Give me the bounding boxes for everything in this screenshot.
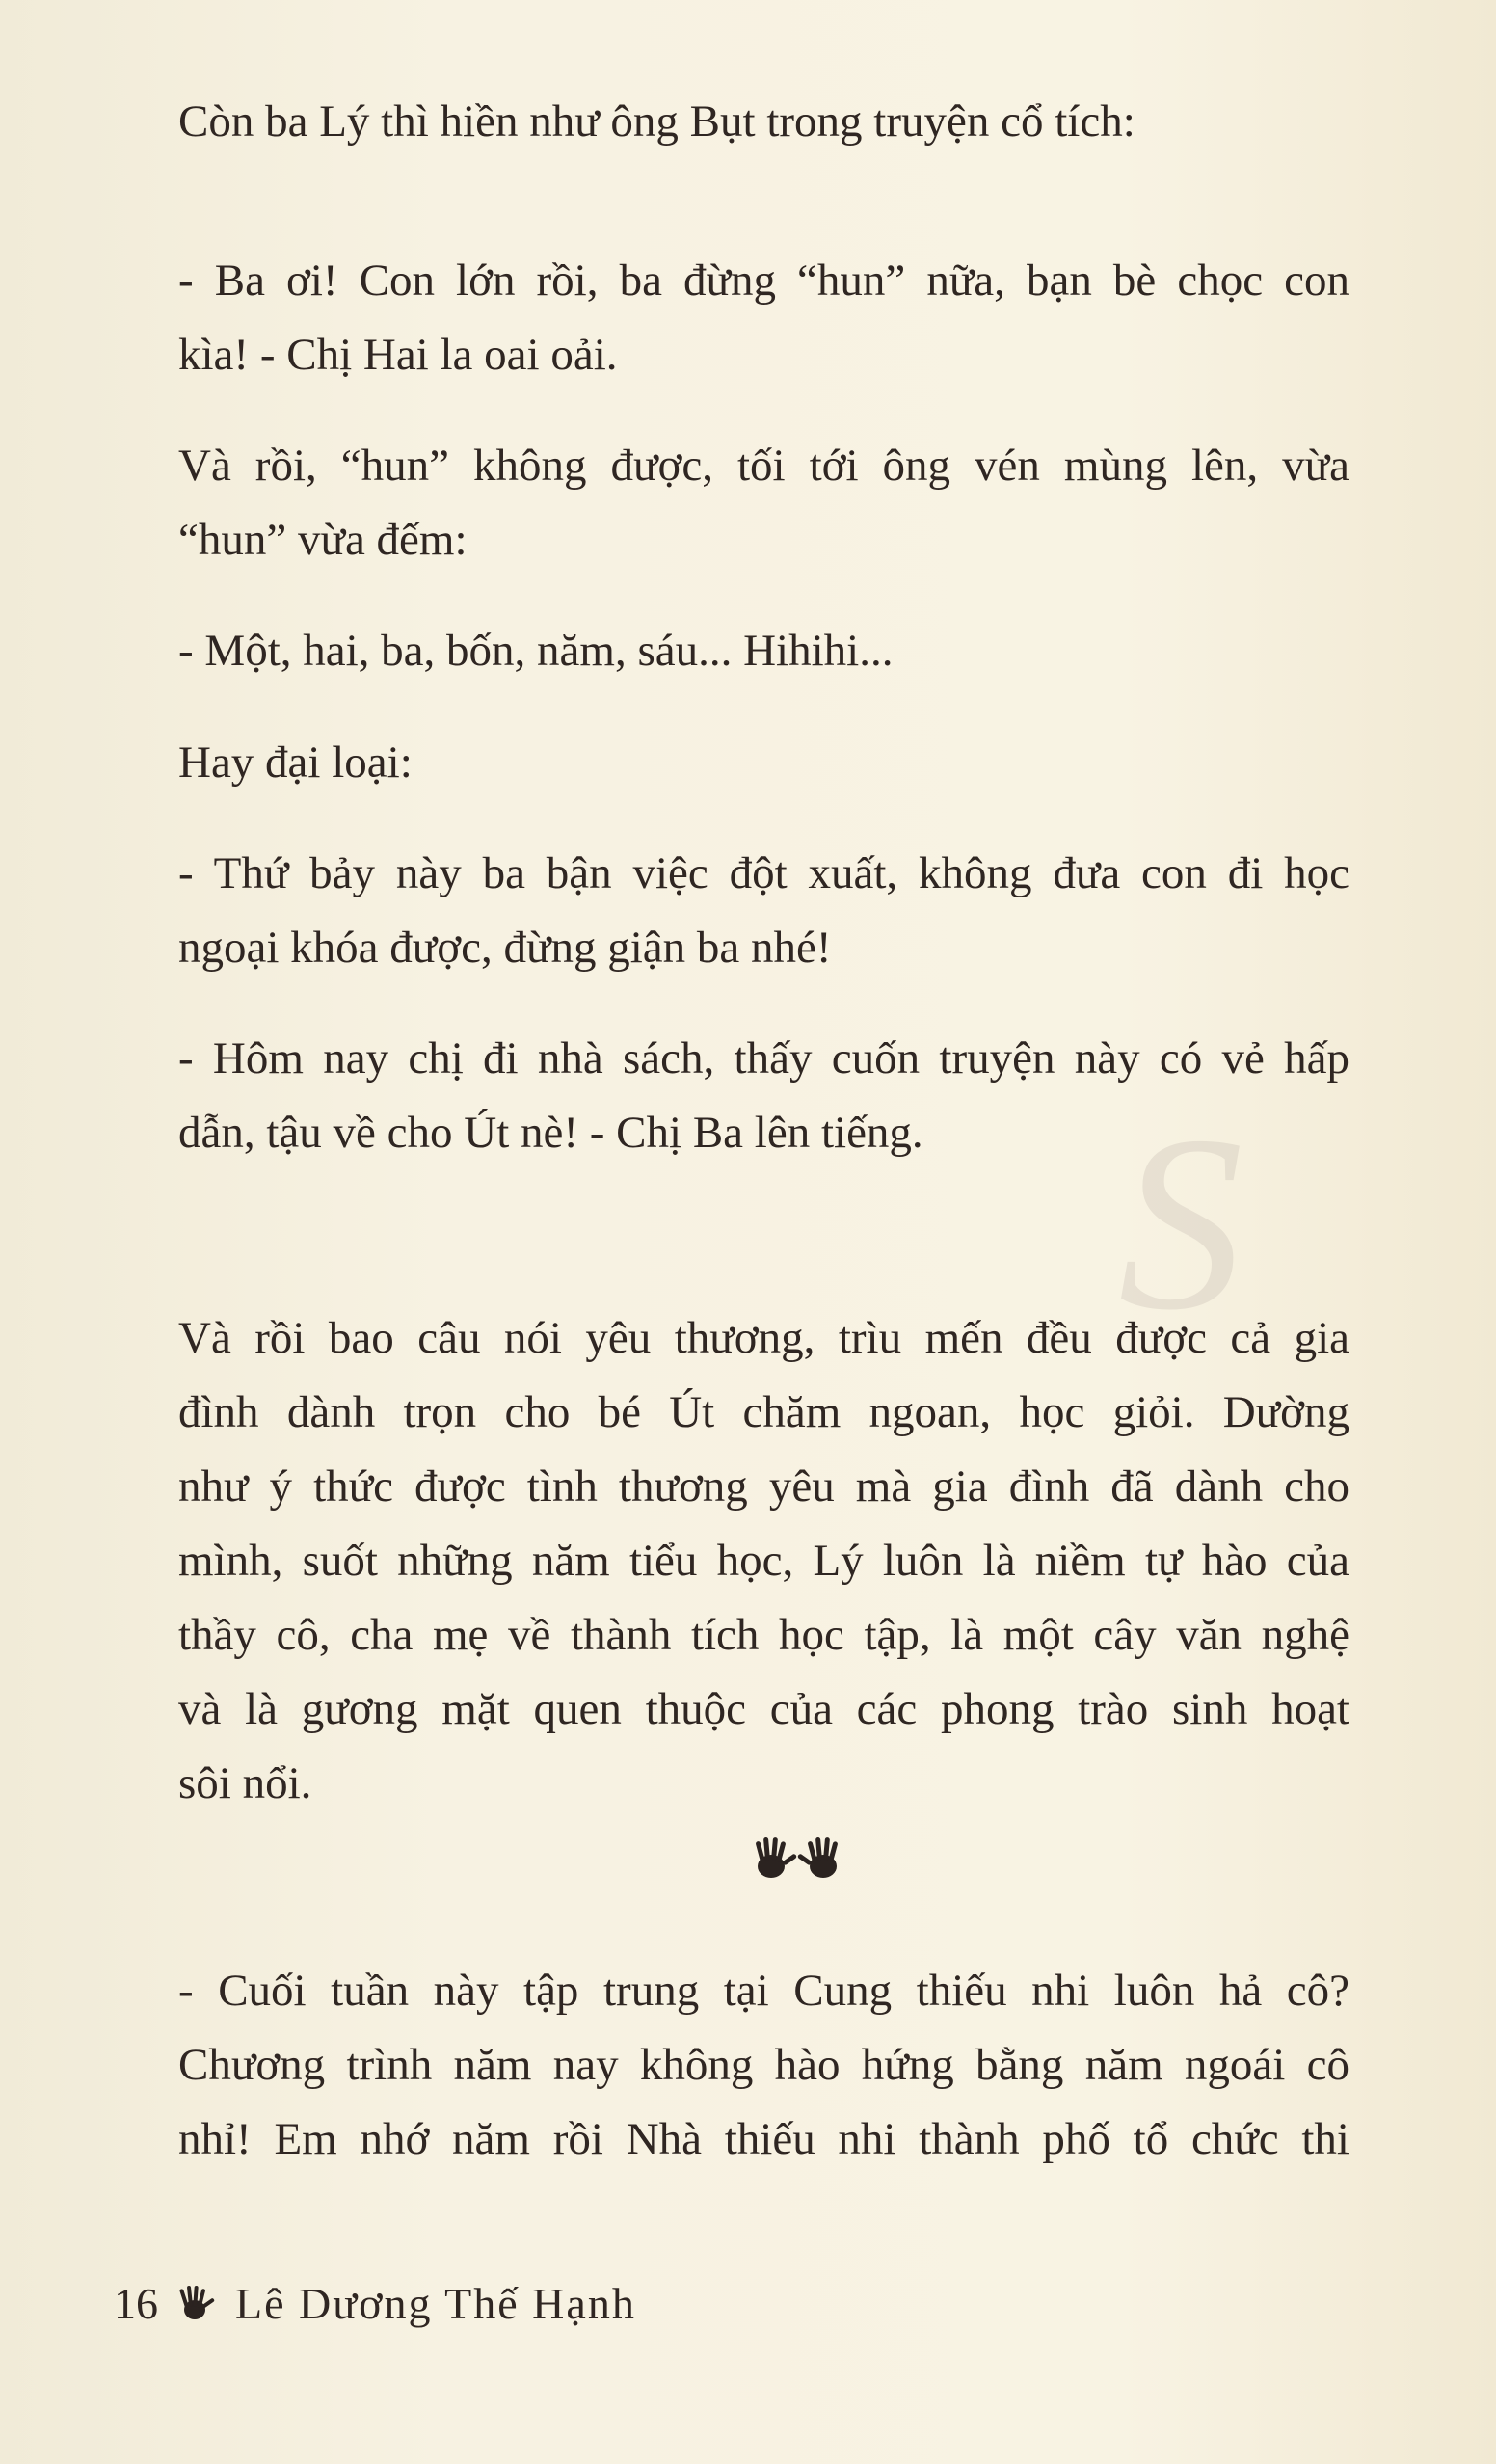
text-line: dẫn, tậu về cho Út nè! - Chị Ba lên tiếng. bbox=[178, 1108, 923, 1158]
text-line: Chương trình năm nay không hào hứng bằng năm ngoái cô bbox=[178, 2040, 1349, 2090]
text-line: kìa! - Chị Hai la oai oải. bbox=[178, 330, 618, 380]
page-number: 16 bbox=[114, 2279, 158, 2328]
page-footer bbox=[114, 2278, 636, 2329]
text-line: - Hôm nay chị đi nhà sách, thấy cuốn truyện này có vẻ hấp bbox=[178, 1033, 1349, 1084]
text-line: Và rồi, “hun” không được, tối tới ông vén mùng lên, vừa bbox=[178, 441, 1349, 491]
text-line: và là gương mặt quen thuộc của các phong trào sinh hoạt bbox=[178, 1684, 1349, 1734]
section-divider-hands-icon bbox=[744, 1832, 850, 1889]
text-line: nhỉ! Em nhớ năm rồi Nhà thiếu nhi thành phố tổ chức thi bbox=[178, 2114, 1349, 2164]
text-line: “hun” vừa đếm: bbox=[178, 515, 468, 565]
hand-icon bbox=[175, 2283, 218, 2325]
bleed-through-ornament: S bbox=[1118, 1085, 1243, 1362]
text-line: Còn ba Lý thì hiền như ông Bụt trong truyện cổ tích: bbox=[178, 96, 1135, 147]
text-line: sôi nổi. bbox=[178, 1758, 312, 1808]
text-line: mình, suốt những năm tiểu học, Lý luôn là niềm tự hào của bbox=[178, 1536, 1349, 1586]
text-line: Hay đại loại: bbox=[178, 737, 413, 788]
text-line: thầy cô, cha mẹ về thành tích học tập, là một cây văn nghệ bbox=[178, 1610, 1349, 1660]
text-line: như ý thức được tình thương yêu mà gia đình đã dành cho bbox=[178, 1461, 1349, 1512]
text-line: - Thứ bảy này ba bận việc đột xuất, không đưa con đi học bbox=[178, 848, 1349, 898]
text-line: đình dành trọn cho bé Út chăm ngoan, học giỏi. Dường bbox=[178, 1387, 1349, 1437]
text-line: Và rồi bao câu nói yêu thương, trìu mến đều được cả gia bbox=[178, 1313, 1349, 1363]
text-line: ngoại khóa được, đừng giận ba nhé! bbox=[178, 923, 832, 973]
text-line: - Cuối tuần này tập trung tại Cung thiếu nhi luôn hả cô? bbox=[178, 1966, 1349, 2016]
text-line: - Một, hai, ba, bốn, năm, sáu... Hihihi... bbox=[178, 626, 894, 676]
text-line: - Ba ơi! Con lớn rồi, ba đừng “hun” nữa, bạn bè chọc con bbox=[178, 255, 1349, 306]
author-name: Lê Dương Thế Hạnh bbox=[235, 2279, 636, 2328]
